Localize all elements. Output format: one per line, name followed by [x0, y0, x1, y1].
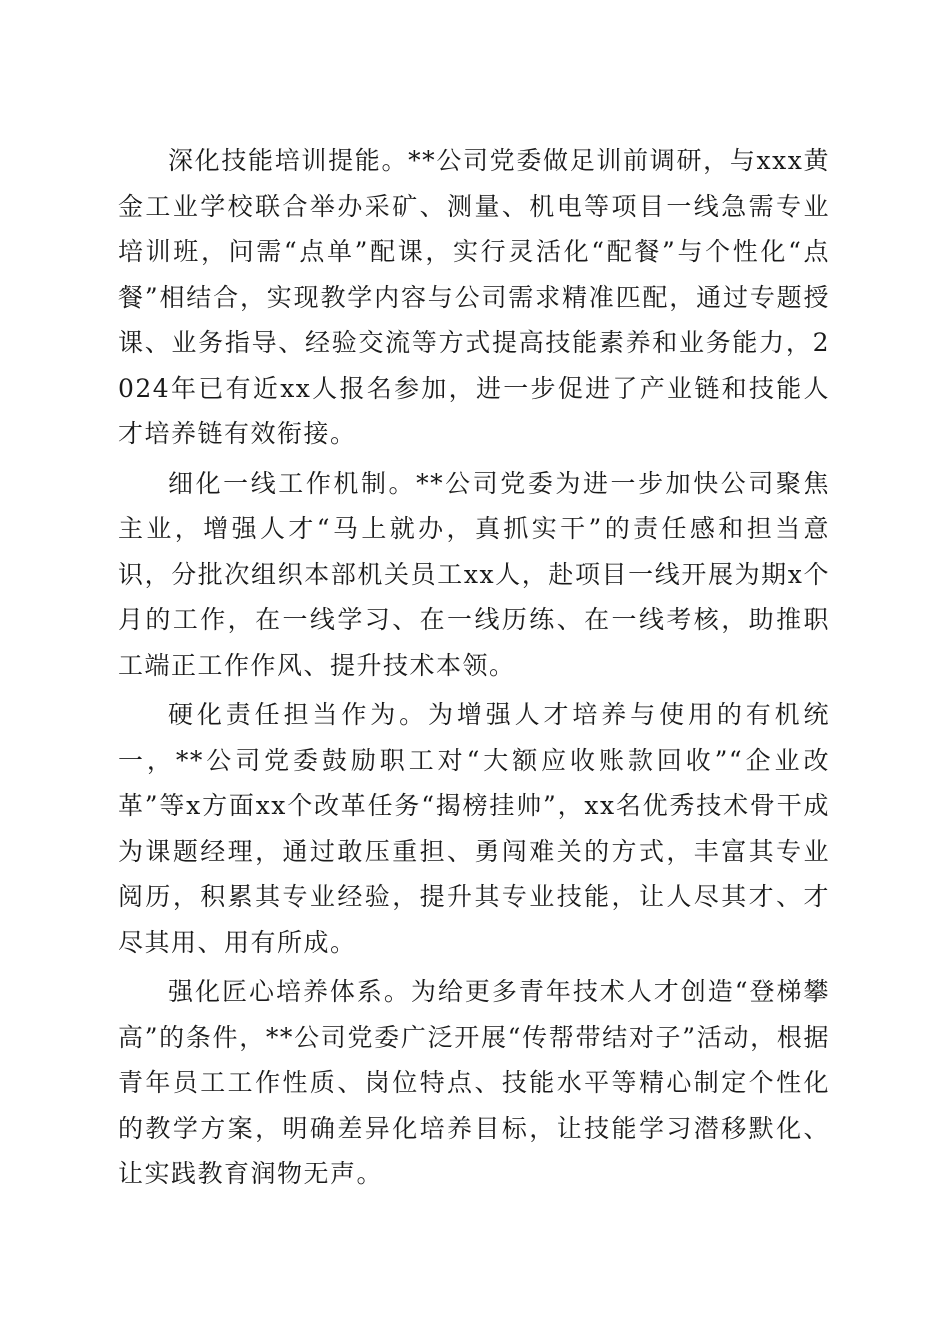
paragraph-craftsman-system: 强化匠心培养体系。为给更多青年技术人才创造“登梯攀高”的条件，**公司党委广泛开展“传帮带结对子”活动，根据青年员工工作性质、岗位特点、技能水平等精心制定个性化的教学方案，明确差异化培养目标，让技能学习潜移默化、让实践教育润物无声。	[118, 977, 830, 1188]
paragraph-frontline-mechanism: 细化一线工作机制。**公司党委为进一步加快公司聚焦主业，增强人才“马上就办，真抓实干”的责任感和担当意识，分批次组织本部机关员工xx人，赴项目一线开展为期x个月的工作，在一线学习、在一线历练、在一线考核，助推职工端正工作作风、提升技术本领。	[118, 468, 830, 680]
paragraph-skill-training: 深化技能培训提能。**公司党委做足训前调研，与xxx黄金工业学校联合举办采矿、测量、机电等项目一线急需专业培训班，问需“点单”配课，实行灵活化“配餐”与个性化“点餐”相结合，实现教学内容与公司需求精准匹配，通过专题授课、业务指导、经验交流等方式提高技能素养和业务能力，2024年已有近xx人报名参加，进一步促进了产业链和技能人才培养链有效衔接。	[118, 146, 830, 448]
paragraph-responsibility: 硬化责任担当作为。为增强人才培养与使用的有机统一，**公司党委鼓励职工对“大额应收账款回收”“企业改革”等x方面xx个改革任务“揭榜挂帅”，xx名优秀技术骨干成为课题经理，通过敢压重担、勇闯难关的方式，丰富其专业阅历，积累其专业经验，提升其专业技能，让人尽其才、才尽其用、用有所成。	[118, 700, 830, 957]
document-page	[118, 138, 830, 1201]
